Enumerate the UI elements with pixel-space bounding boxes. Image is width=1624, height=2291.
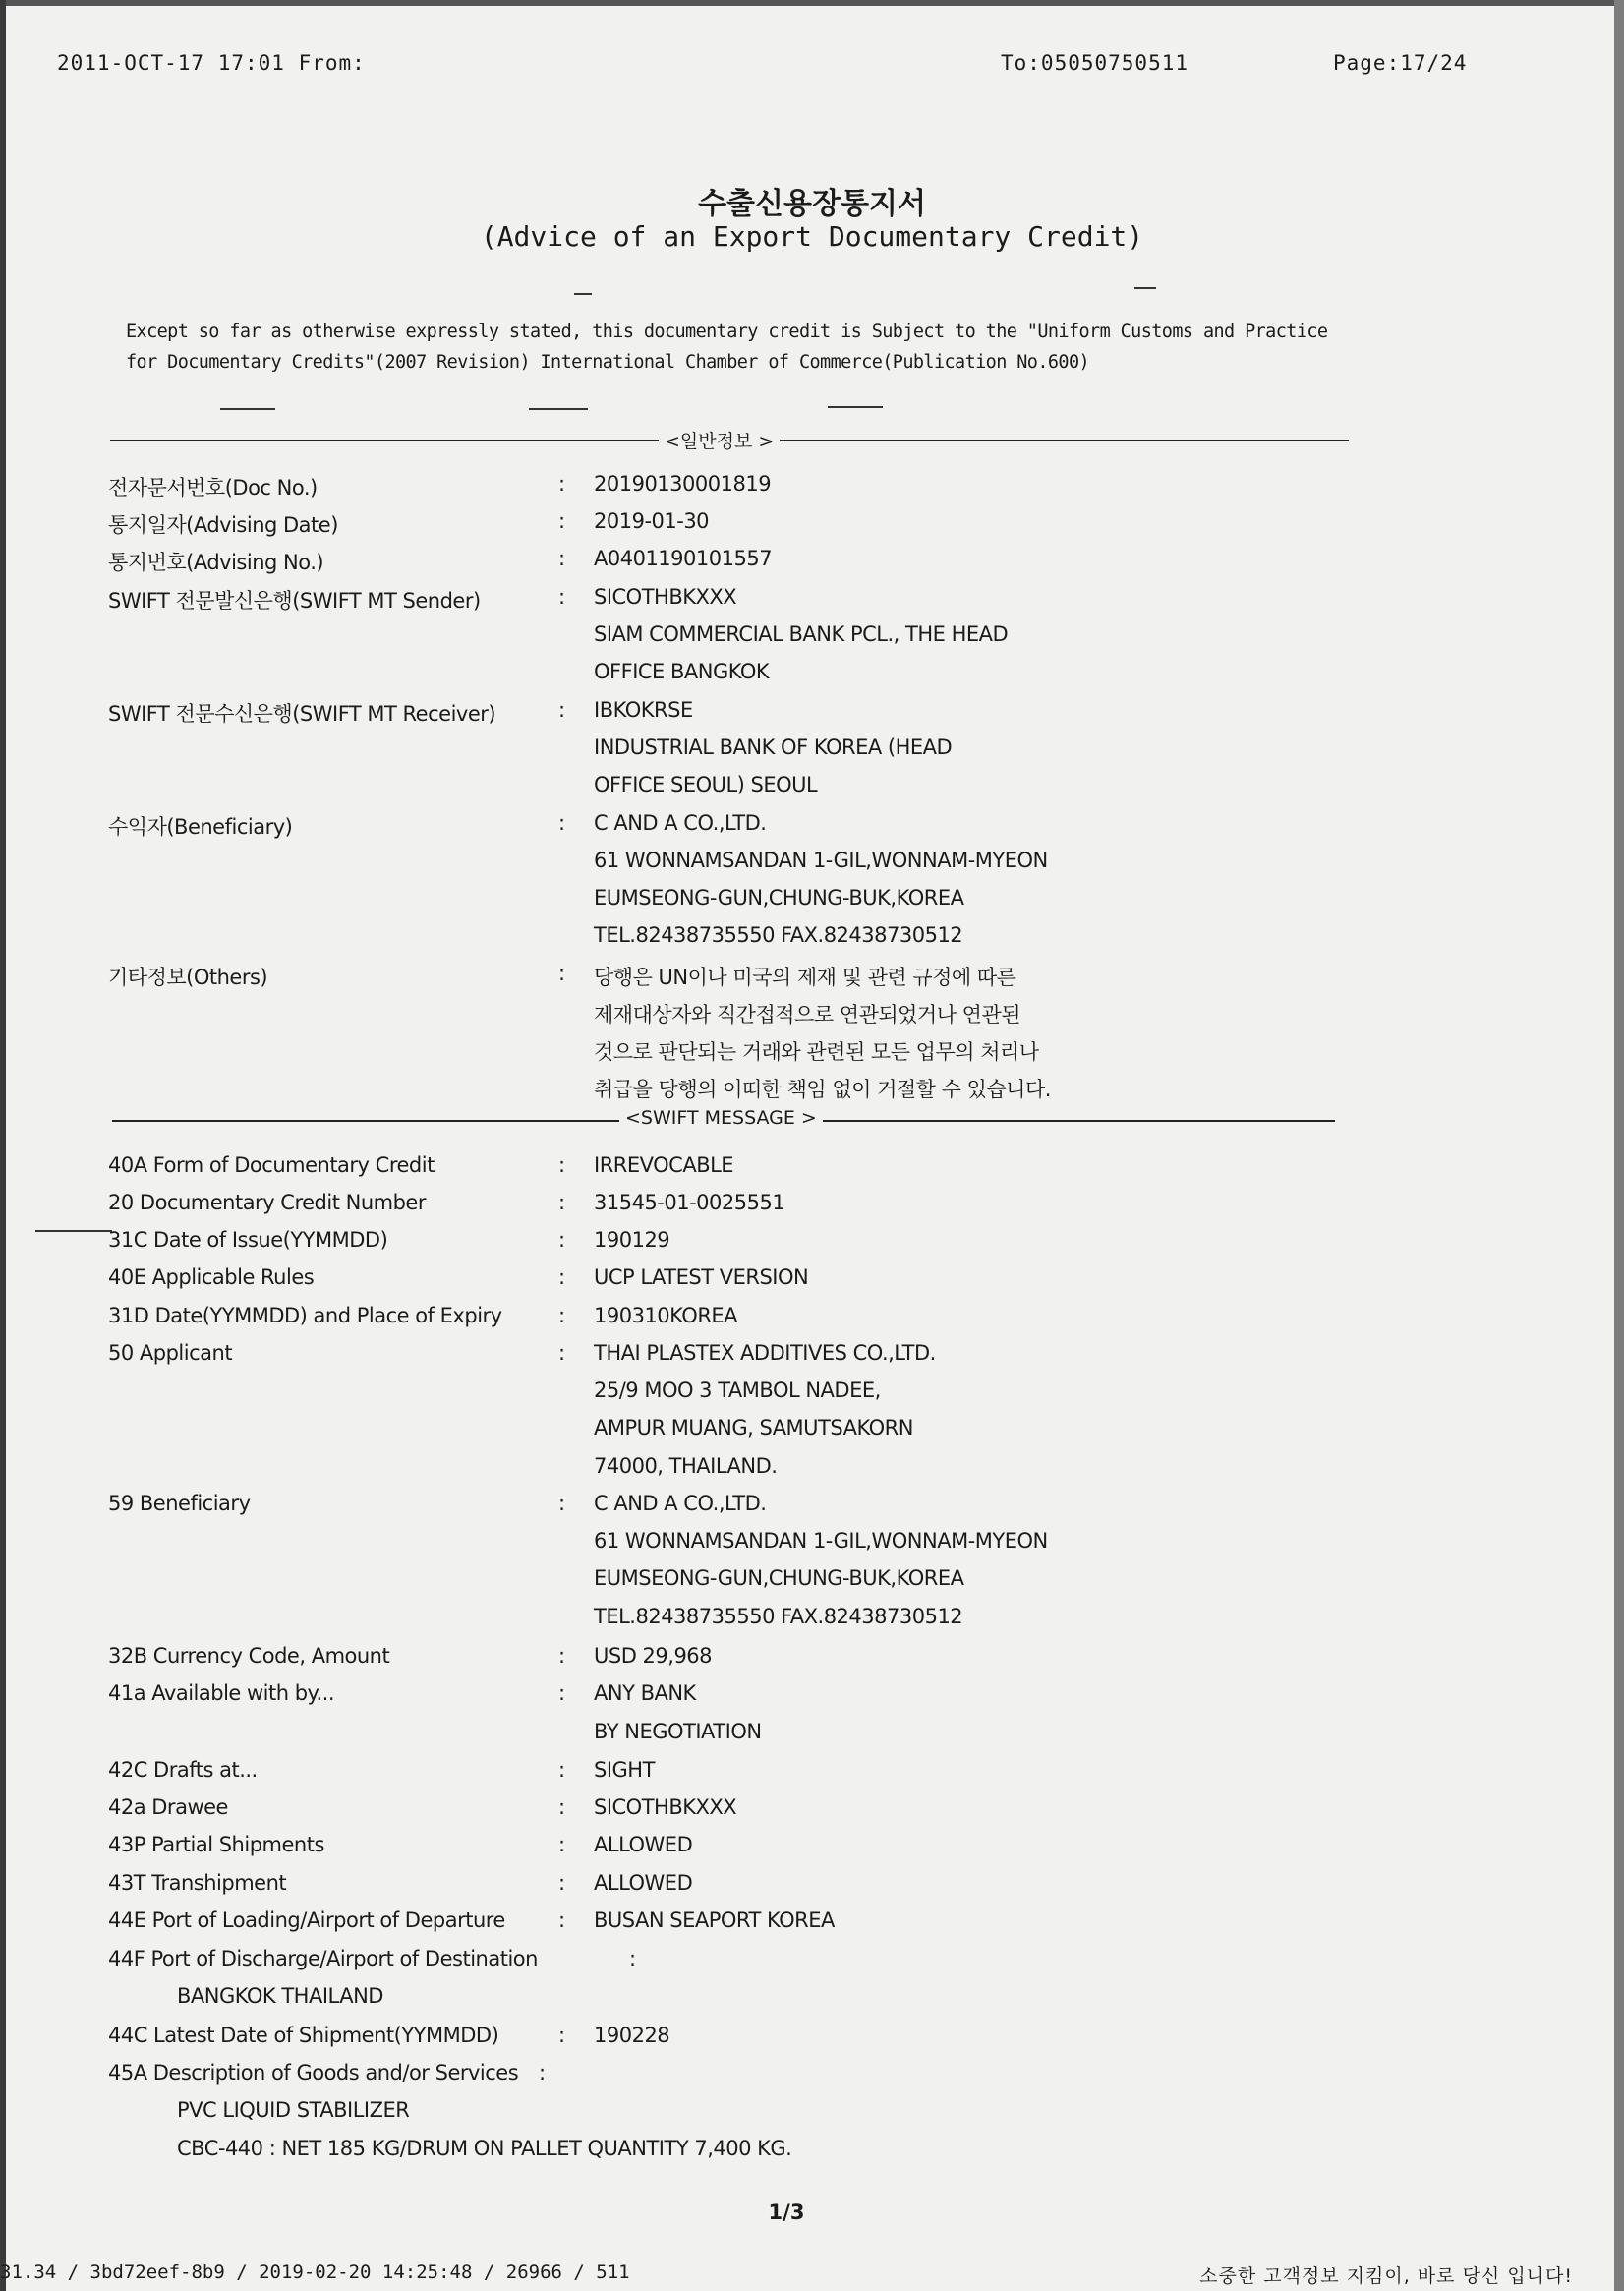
field-value: ALLOWED: [594, 1871, 693, 1895]
dash-mark: [220, 408, 275, 410]
field-separator: :: [558, 1304, 565, 1327]
field-separator: :: [558, 547, 565, 570]
field-label: 59 Beneficiary: [108, 1492, 251, 1515]
field-separator: :: [558, 1341, 565, 1365]
field-separator: :: [558, 1228, 565, 1252]
scan-edge-left: [0, 0, 6, 2291]
field-value: 31545-01-0025551: [594, 1191, 785, 1214]
field-label: 40E Applicable Rules: [108, 1265, 315, 1289]
field-separator: :: [558, 1265, 565, 1289]
field-label: 42a Drawee: [108, 1795, 228, 1819]
field-label: 20 Documentary Credit Number: [108, 1191, 426, 1214]
document-page: 2011-OCT-17 17:01 From: To:05050750511 Page:17/24 수출신용장통지서 (Advice of an Export Documentary Credit) Except so far as otherwise expressly stated, this documentary credit is Subject to the "Uniform Customs and Practice for Documentary Credits"(2007 Revision) International Chamber of Commerce(Publication No.600) <일반정보 > 전자문서번호(Doc No.) : 20190130001819 통지일자(Advising Date) : 2019-01-30 통지번호(Advising No.) : A0401190101557 SWIFT 전문발신은행(SWIFT MT Sender) : SICOTHBKXXX SIAM COMMERCIAL BANK PCL., THE HEAD OFFICE BANGKOK SWIFT 전문수신은행(SWIFT MT Receiver) : IBKOKRSE INDUSTRIAL BANK OF KOREA (HEAD OFFICE SEOUL) SEOUL 수익자(Beneficiary) : C AND A CO.,LTD. 61 WONNAMSANDAN 1-GIL,WONNAM-MYEON EUMSEONG-GUN,CHUNG-BUK,KOREA TEL.82438735550 FAX.82438730512 기타정보(Others) : 당행은 UN이나 미국의 제재 및 관련 규정에 따른 제재대상자와 직간접적으로 연관되었거나 연관된 것으로 판단되는 거래와 관련된 모든 업무의 처리나 취급을 당행의 어떠한 책임 없이 거절할 수 있습니다. <SWIFT MESSAGE > 40A Form of Documentary Credit : IRREVOCABLE 20 Documentary Credit Number : 31545-01-0025551 31C Date of Issue(YYMMDD) : 190129 40E Applicable Rules : UCP LATEST VERSION 31D Date(YYMMDD) and Place of Expiry : 190310KOREA 50 Applicant : THAI PLASTEX ADDITIVES CO.,LTD. 25/9 MOO 3 TAMBOL NADEE, AMPUR MUANG, SAMUTSAKORN 74000, THAILAND. 59 Beneficiary : C AND A CO.,LTD. 61 WONNAMSANDAN 1-GIL,WONNAM-MYEON EUMSEONG-GUN,CHUNG-BUK,KOREA TEL.82438735550 FAX.82438730512 32B Currency Code, Amount : USD 29,968 41a Available with by... : ANY BANK BY NEGOTIATION 42C Drafts at... : SIGHT 42a Drawee : SICOTHBKXXX 43P Partial Shipments : ALLOWED 43T Transhipment : ALLOWED 44E Port of Loading/Airport of Departure : BUSAN SEAPORT KOREA 44F Port of Discharge/Airport of Destination : BANGKOK THAILAND 44C Latest Date of Shipment(YYMMDD) : 190228 45A Description of Goods and/or Services : PVC LIQUID STABILIZER CBC-440 : NET 185 KG/DRUM ON PALLET QUANTITY 7,400 KG. 1/3 31.34 / 3bd72eef-8b9 / 2019-02-20 14:25:48 / 26966 / 511 소중한 고객정보 지킴이, 바로 당신 입니다!: [0, 0, 1624, 2291]
field-separator: :: [558, 1909, 565, 1932]
field-label: 45A Description of Goods and/or Services: [108, 2061, 519, 2085]
field-value: USD 29,968: [594, 1644, 713, 1668]
field-separator: :: [558, 472, 565, 496]
field-label: 32B Currency Code, Amount: [108, 1644, 390, 1668]
fax-header-to: To:05050750511: [1001, 51, 1189, 75]
field-label: 43T Transhipment: [108, 1871, 287, 1895]
field-separator: :: [558, 2024, 565, 2047]
field-label: SWIFT 전문수신은행(SWIFT MT Receiver): [108, 702, 496, 726]
field-separator: :: [558, 1644, 565, 1668]
field-value: BUSAN SEAPORT KOREA: [594, 1909, 835, 1932]
field-value: UCP LATEST VERSION: [594, 1265, 809, 1289]
swift-section-heading: <SWIFT MESSAGE >: [619, 1107, 823, 1129]
field-value: A0401190101557: [594, 547, 773, 570]
field-value: SIGHT: [594, 1758, 655, 1782]
field-value: 190310KOREA: [594, 1304, 738, 1327]
fax-header-page: Page:17/24: [1333, 51, 1468, 75]
field-separator: :: [558, 1795, 565, 1819]
field-separator: :: [558, 1681, 565, 1705]
field-separator: :: [558, 585, 565, 609]
field-value: ALLOWED: [594, 1833, 693, 1856]
field-value: 190228: [594, 2024, 670, 2047]
field-label: 수익자(Beneficiary): [108, 815, 293, 839]
footer-metadata: 31.34 / 3bd72eef-8b9 / 2019-02-20 14:25:48 / 26966 / 511: [0, 2262, 630, 2283]
field-label: 42C Drafts at...: [108, 1758, 258, 1782]
field-value: SICOTHBKXXX: [594, 1795, 737, 1819]
field-label: 43P Partial Shipments: [108, 1833, 324, 1856]
field-label: 50 Applicant: [108, 1341, 233, 1365]
ucp-notice: Except so far as otherwise expressly stated, this documentary credit is Subject to the "Uniform Customs and Practice for Documentary Credits"(2007 Revision) International Chamber of Commerce(Publication No.600): [126, 322, 1328, 373]
field-value-line: CBC-440 : NET 185 KG/DRUM ON PALLET QUANTITY 7,400 KG.: [177, 2137, 792, 2160]
field-separator: :: [558, 1492, 565, 1515]
field-separator: :: [558, 698, 565, 722]
field-label: 기타정보(Others): [108, 966, 268, 989]
field-separator: :: [558, 811, 565, 835]
field-value: 20190130001819: [594, 472, 772, 496]
field-value-line: PVC LIQUID STABILIZER: [177, 2098, 410, 2122]
field-separator: :: [558, 509, 565, 533]
field-label: 41a Available with by...: [108, 1681, 335, 1705]
title-korean: 수출신용장통지서: [698, 187, 926, 221]
dash-mark: [574, 293, 592, 295]
field-label: 전자문서번호(Doc No.): [108, 476, 318, 499]
field-label: 통지일자(Advising Date): [108, 513, 338, 537]
field-separator: :: [558, 1191, 565, 1214]
field-separator: :: [558, 962, 565, 985]
fax-header-from: 2011-OCT-17 17:01 From:: [57, 51, 366, 75]
dash-mark: [1134, 287, 1156, 289]
title-english: (Advice of an Export Documentary Credit): [480, 220, 1144, 253]
field-separator: :: [558, 1153, 565, 1177]
field-separator: :: [558, 1871, 565, 1895]
field-value-line: BANGKOK THAILAND: [177, 1984, 383, 2008]
field-separator: :: [629, 1947, 636, 1970]
general-section-heading: <일반정보 >: [659, 427, 780, 453]
field-label: 통지번호(Advising No.): [108, 551, 324, 574]
field-value: 190129: [594, 1228, 670, 1252]
field-separator: :: [558, 1758, 565, 1782]
field-label: 44F Port of Discharge/Airport of Destination: [108, 1947, 538, 1970]
field-label: 40A Form of Documentary Credit: [108, 1153, 435, 1177]
field-label: 44C Latest Date of Shipment(YYMMDD): [108, 2024, 499, 2047]
field-label: 44E Port of Loading/Airport of Departure: [108, 1909, 505, 1932]
scan-edge-right: [1614, 0, 1624, 2291]
field-label: 31C Date of Issue(YYMMDD): [108, 1228, 388, 1252]
field-separator: :: [539, 2061, 546, 2085]
footer-slogan: 소중한 고객정보 지킴이, 바로 당신 입니다!: [1199, 2265, 1573, 2287]
dash-mark: [529, 408, 588, 410]
field-value: 2019-01-30: [594, 509, 710, 533]
margin-rule: [35, 1230, 112, 1232]
field-separator: :: [558, 1833, 565, 1856]
field-label: SWIFT 전문발신은행(SWIFT MT Sender): [108, 589, 481, 613]
page-number: 1/3: [768, 2201, 805, 2224]
field-label: 31D Date(YYMMDD) and Place of Expiry: [108, 1304, 502, 1327]
field-value: IRREVOCABLE: [594, 1153, 734, 1177]
scan-edge-top: [0, 0, 1624, 6]
dash-mark: [828, 406, 883, 408]
